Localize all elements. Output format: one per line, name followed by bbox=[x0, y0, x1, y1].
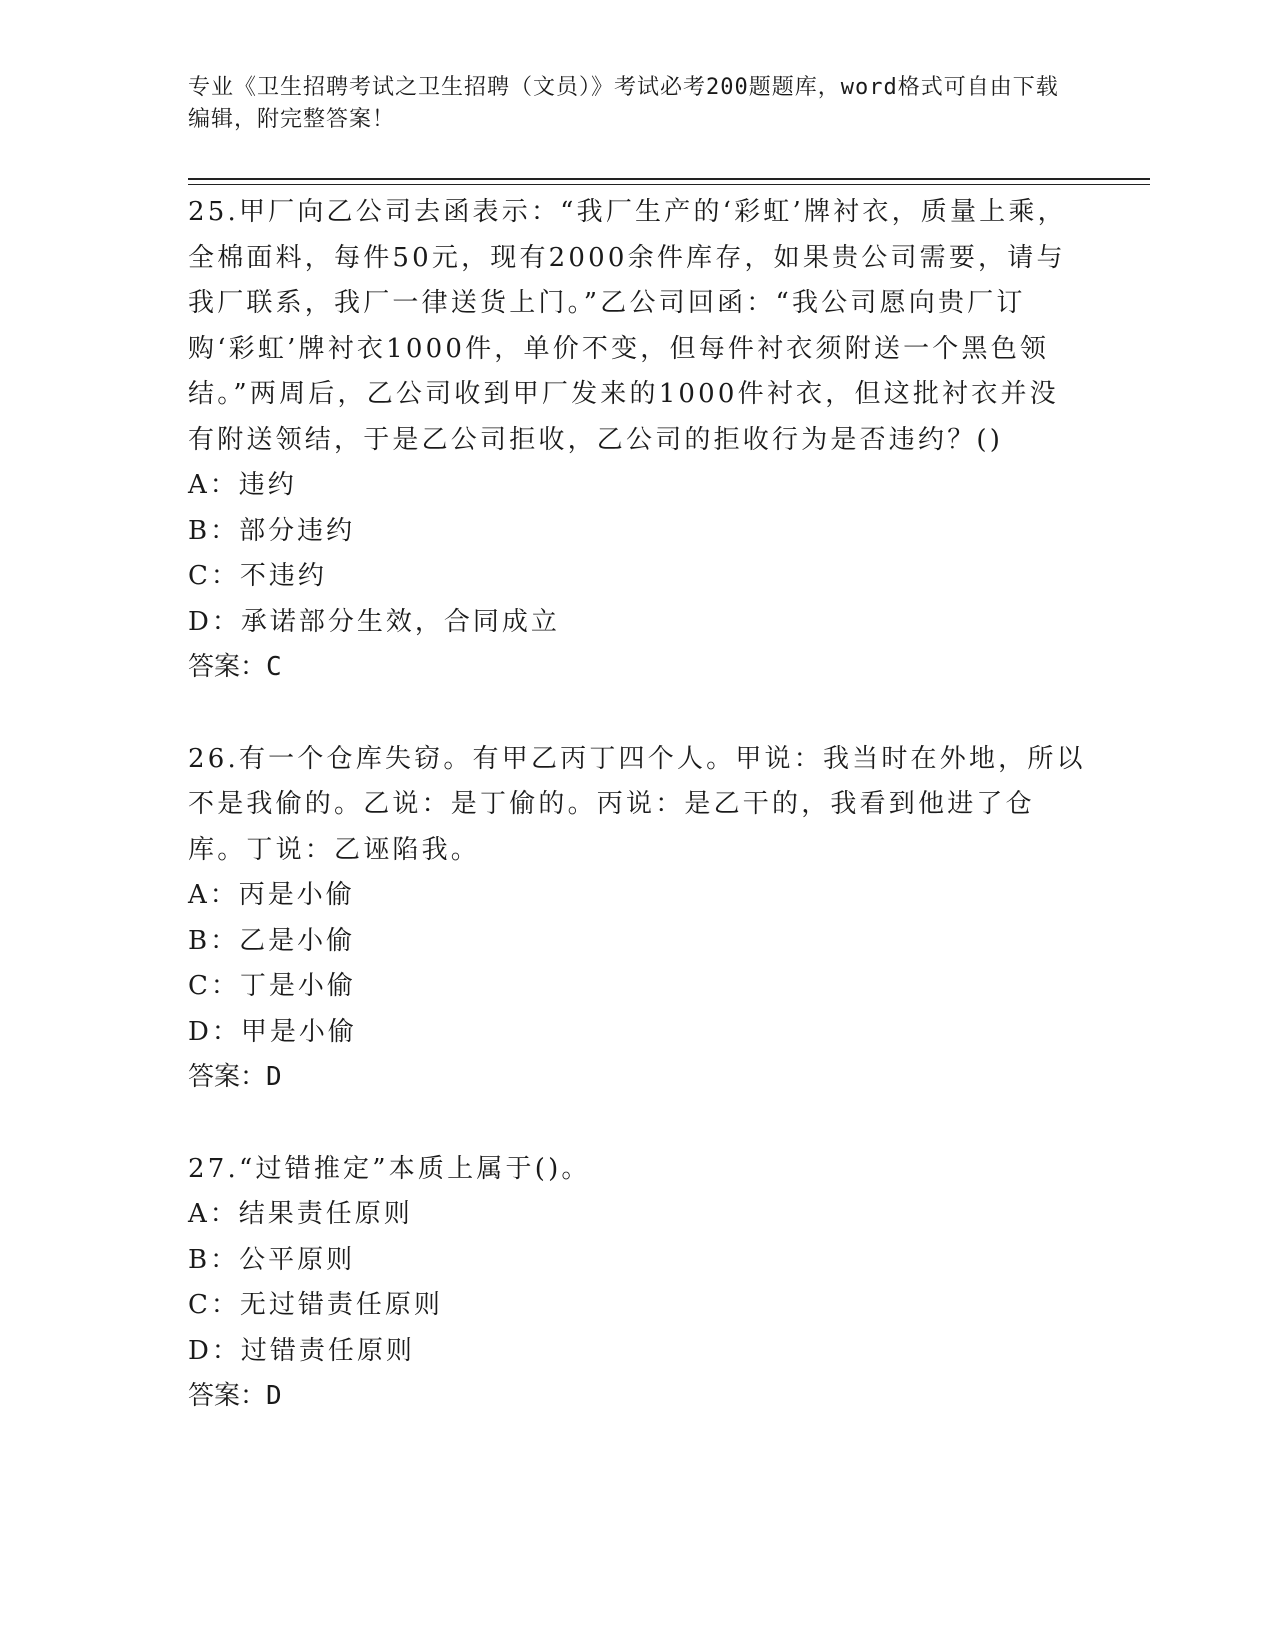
question-stem: 27.“过错推定”本质上属于()。 bbox=[188, 1153, 591, 1184]
option-a: A：丙是小偷 bbox=[188, 880, 355, 910]
option-c: C：不违约 bbox=[188, 561, 327, 591]
answer: 答案：D bbox=[188, 1062, 282, 1092]
question-27 bbox=[188, 1147, 1088, 1420]
option-d: D：过错责任原则 bbox=[188, 1335, 415, 1366]
document-header: 专业《卫生招聘考试之卫生招聘（文员）》考试必考200题题库，word格式可自由下载编辑，附完整答案！ bbox=[188, 75, 1059, 132]
question-stem: 25.甲厂向乙公司去函表示：“我厂生产的‘彩虹’牌衬衣，质量上乘，全棉面料，每件50元，现有2000余件库存，如果贵公司需要，请与我厂联系，我厂一律送货上门。”乙公司回函：“我公司愿向贵厂订购‘彩虹’牌衬衣1000件，单价不变，但每件衬衣须附送一个黑色领结。”两周后，乙公司收到甲厂发来的1000件衬衣，但这批衬衣并没有附送领结，于是乙公司拒收，乙公司的拒收行为是否违约？() bbox=[188, 197, 1067, 455]
header-divider-thick bbox=[188, 178, 1150, 180]
option-b: B：部分违约 bbox=[188, 515, 356, 546]
question-spacer bbox=[188, 691, 1088, 737]
question-25 bbox=[188, 190, 1088, 691]
header-divider-thin bbox=[188, 184, 1150, 185]
question-list bbox=[188, 190, 1088, 1420]
option-c: C：无过错责任原则 bbox=[188, 1290, 443, 1320]
question-26 bbox=[188, 737, 1088, 1101]
answer: 答案：C bbox=[188, 652, 282, 682]
option-a: A：违约 bbox=[188, 470, 297, 500]
option-d: D：甲是小偷 bbox=[188, 1016, 357, 1047]
option-a: A：结果责任原则 bbox=[188, 1199, 413, 1229]
answer: 答案：D bbox=[188, 1381, 282, 1411]
option-b: B：公平原则 bbox=[188, 1244, 356, 1275]
option-b: B：乙是小偷 bbox=[188, 925, 356, 956]
option-c: C：丁是小偷 bbox=[188, 971, 356, 1001]
option-d: D：承诺部分生效，合同成立 bbox=[188, 606, 560, 637]
question-stem: 26.有一个仓库失窃。有甲乙丙丁四个人。甲说：我当时在外地，所以不是我偷的。乙说：是丁偷的。丙说：是乙干的，我看到他进了仓库。丁说：乙诬陷我。 bbox=[188, 743, 1086, 865]
question-spacer bbox=[188, 1101, 1088, 1147]
